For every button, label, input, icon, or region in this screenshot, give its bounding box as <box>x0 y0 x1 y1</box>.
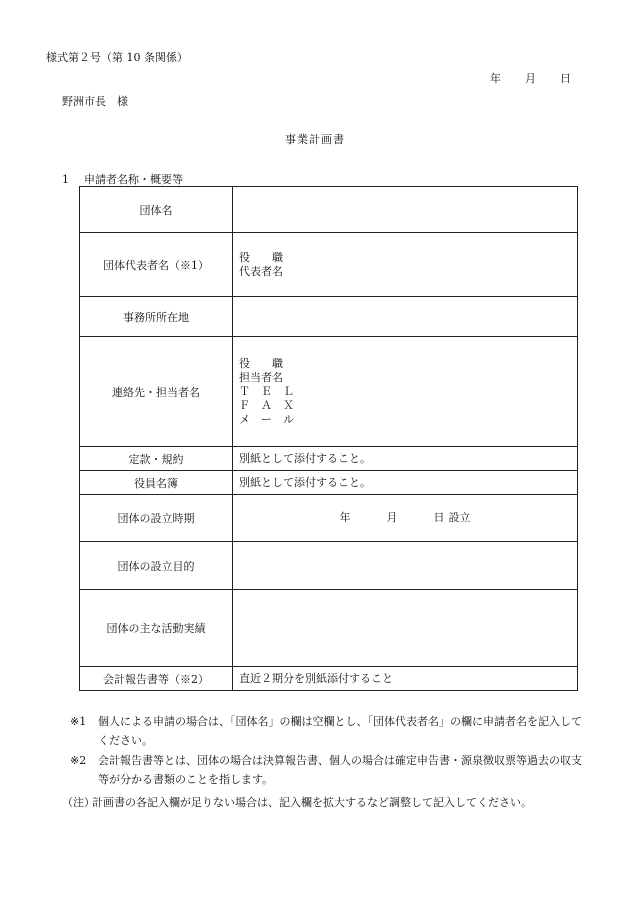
accounting-value: 直近２期分を別紙添付すること <box>233 667 578 691</box>
representative-position-line: 役 職 <box>239 250 283 264</box>
note-2-text: 会計報告書等とは、団体の場合は決算報告書、個人の場合は確定申告書・源泉徴収票等過去の収支等が分かる書類のことを指します。 <box>98 754 582 786</box>
representative-name-line: 代表者名 <box>239 264 283 278</box>
articles-value: 別紙として添付すること。 <box>233 447 578 471</box>
contact-position-line: 役 職 <box>239 356 283 370</box>
date-year: 年 <box>490 72 501 85</box>
office-address-label: 事務所所在地 <box>80 297 233 337</box>
established-month: 月 <box>386 511 398 524</box>
established-date-label: 団体の設立時期 <box>80 495 233 542</box>
note-1-mark: ※1 <box>70 715 87 728</box>
purpose-field[interactable] <box>233 542 578 590</box>
office-address-field[interactable] <box>233 297 578 337</box>
table-row <box>80 337 578 447</box>
date-month: 月 <box>525 72 536 85</box>
group-name-field[interactable] <box>233 187 578 233</box>
section-number: 1 <box>62 173 69 186</box>
addressee: 野洲市長 様 <box>62 95 128 108</box>
note-3-text: 計画書の各記入欄が足りない場合は、記入欄を拡大するなど調整して記入してください。 <box>92 796 532 809</box>
section-heading-text: 申請者名称・概要等 <box>84 173 183 186</box>
table-row <box>80 447 578 471</box>
table-row <box>80 590 578 667</box>
established-day: 日 <box>433 511 445 524</box>
achievements-label: 団体の主な活動実績 <box>80 590 233 667</box>
table-row <box>80 542 578 590</box>
representative-label: 団体代表者名（※1） <box>80 233 233 297</box>
note-2-mark: ※2 <box>70 754 87 767</box>
officers-label: 役員名簿 <box>80 471 233 495</box>
established-suffix: 設立 <box>448 511 471 524</box>
table-row <box>80 187 578 233</box>
contact-person-line: 担当者名 <box>239 370 283 384</box>
form-number: 様式第２号（第 10 条関係） <box>46 51 188 64</box>
purpose-label: 団体の設立目的 <box>80 542 233 590</box>
established-date-field[interactable] <box>233 495 578 542</box>
contact-email-line: メ ー ル <box>239 412 294 426</box>
table-row <box>80 495 578 542</box>
contact-tel-line: Ｔ Ｅ Ｌ <box>239 384 294 398</box>
achievements-field[interactable] <box>233 590 578 667</box>
date-day: 日 <box>560 72 571 85</box>
table-row <box>80 297 578 337</box>
group-name-label: 団体名 <box>80 187 233 233</box>
table-row <box>80 667 578 691</box>
section-heading <box>62 171 183 187</box>
applicant-table <box>79 186 578 691</box>
established-year: 年 <box>339 511 351 524</box>
accounting-label: 会計報告書等（※2） <box>80 667 233 691</box>
note-1-text: 個人による申請の場合は、「団体名」の欄は空欄とし、「団体代表者名」の欄に申請者名を記入してください。 <box>98 715 582 747</box>
note-3 <box>62 793 602 812</box>
contact-fax-line: Ｆ Ａ Ｘ <box>239 398 294 412</box>
table-row <box>80 233 578 297</box>
document-title: 事業計画書 <box>285 133 345 146</box>
officers-value: 別紙として添付すること。 <box>233 471 578 495</box>
note-3-mark: （注） <box>62 796 95 809</box>
note-2 <box>70 751 590 789</box>
contact-label: 連絡先・担当者名 <box>80 337 233 447</box>
note-1 <box>70 712 590 750</box>
date-line <box>490 70 571 86</box>
table-row <box>80 471 578 495</box>
contact-field[interactable] <box>233 337 578 447</box>
articles-label: 定款・規約 <box>80 447 233 471</box>
representative-field[interactable] <box>233 233 578 297</box>
